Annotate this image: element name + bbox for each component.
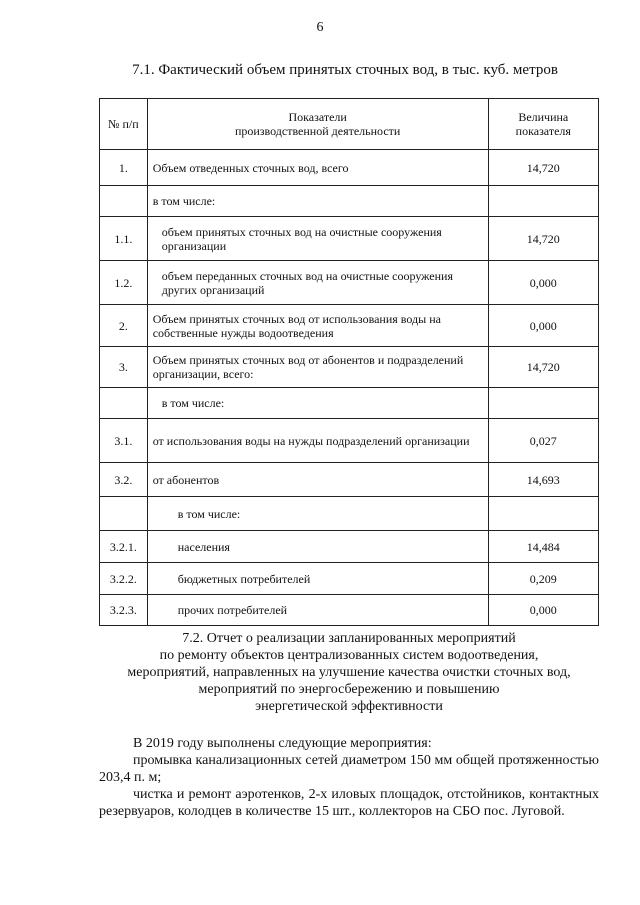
row-num: 1. — [100, 150, 148, 186]
table-row — [100, 419, 599, 463]
row-text: объем принятых сточных вод на очистные сооружения организации — [147, 217, 488, 261]
header-value-line2: показателя — [515, 124, 571, 138]
row-text: от абонентов — [147, 463, 488, 497]
section-71-title: 7.1. Фактический объем принятых сточных вод, в тыс. куб. метров — [132, 62, 558, 78]
table-row — [100, 261, 599, 305]
row-text: Объем принятых сточных вод от использования воды на собственные нужды водоотведения — [147, 305, 488, 347]
row-text: Объем отведенных сточных вод, всего — [147, 150, 488, 186]
row-text: в том числе: — [147, 186, 488, 217]
row-num: 1.1. — [100, 217, 148, 261]
row-num: 2. — [100, 305, 148, 347]
page-number: 6 — [316, 20, 324, 35]
row-value: 14,484 — [488, 531, 598, 563]
row-text: Объем принятых сточных вод от абонентов и подразделений организации, всего: — [147, 347, 488, 388]
paragraph-intro: В 2019 году выполнены следующие мероприятия: — [133, 736, 432, 751]
row-text: в том числе: — [147, 497, 488, 531]
row-value: 0,027 — [488, 419, 598, 463]
table-row — [100, 497, 599, 531]
row-num: 3. — [100, 347, 148, 388]
sewage-volume-table — [99, 98, 599, 626]
row-num — [100, 186, 148, 217]
row-text: объем переданных сточных вод на очистные сооружения других организаций — [147, 261, 488, 305]
table-row — [100, 563, 599, 595]
section-72-title-line: мероприятий по энергосбережению и повышению — [198, 682, 500, 697]
row-value: 14,720 — [488, 150, 598, 186]
row-text: в том числе: — [147, 388, 488, 419]
section-72-title-line: по ремонту объектов централизованных систем водоотведения, — [159, 648, 539, 663]
row-value: 0,000 — [488, 261, 598, 305]
row-value — [488, 186, 598, 217]
table-row — [100, 305, 599, 347]
row-num — [100, 388, 148, 419]
section-72-title-line: мероприятий, направленных на улучшение качества очистки сточных вод, — [127, 665, 571, 680]
header-value — [488, 99, 598, 150]
row-value: 0,000 — [488, 305, 598, 347]
table-row — [100, 217, 599, 261]
row-value: 14,720 — [488, 217, 598, 261]
header-indicator — [147, 99, 488, 150]
row-num: 3.2.1. — [100, 531, 148, 563]
row-num: 1.2. — [100, 261, 148, 305]
row-value — [488, 388, 598, 419]
paragraph-flushing: промывка канализационных сетей диаметром 150 мм общей протяженностью 203,4 п. м; — [99, 753, 599, 785]
row-num: 3.1. — [100, 419, 148, 463]
header-indicator-line1: Показатели — [288, 110, 347, 124]
table-row — [100, 595, 599, 626]
paragraph-cleaning: чистка и ремонт аэротенков, 2-х иловых площадок, отстойников, контактных резервуаров, колодцев в количестве 15 шт., коллекторов на СБО пос. Луговой. — [99, 787, 599, 819]
table-row — [100, 150, 599, 186]
row-text: прочих потребителей — [147, 595, 488, 626]
row-num — [100, 497, 148, 531]
row-text: населения — [147, 531, 488, 563]
table-row — [100, 347, 599, 388]
table-row — [100, 186, 599, 217]
row-num: 3.2. — [100, 463, 148, 497]
table-row — [100, 531, 599, 563]
row-value — [488, 497, 598, 531]
header-indicator-line2: производственной деятельности — [234, 124, 401, 138]
row-value: 14,720 — [488, 347, 598, 388]
row-value: 0,209 — [488, 563, 598, 595]
row-value: 14,693 — [488, 463, 598, 497]
section-72-title — [99, 630, 599, 715]
section-72-body — [99, 735, 599, 820]
table-row — [100, 388, 599, 419]
row-text: бюджетных потребителей — [147, 563, 488, 595]
section-72-title-line: энергетической эффективности — [255, 699, 443, 714]
row-value: 0,000 — [488, 595, 598, 626]
row-num: 3.2.2. — [100, 563, 148, 595]
table-header-row — [100, 99, 599, 150]
section-72-title-line: 7.2. Отчет о реализации запланированных мероприятий — [182, 631, 516, 646]
header-num: № п/п — [100, 99, 148, 150]
header-value-line1: Величина — [518, 110, 569, 124]
row-text: от использования воды на нужды подразделений организации — [147, 419, 488, 463]
table-row — [100, 463, 599, 497]
row-num: 3.2.3. — [100, 595, 148, 626]
